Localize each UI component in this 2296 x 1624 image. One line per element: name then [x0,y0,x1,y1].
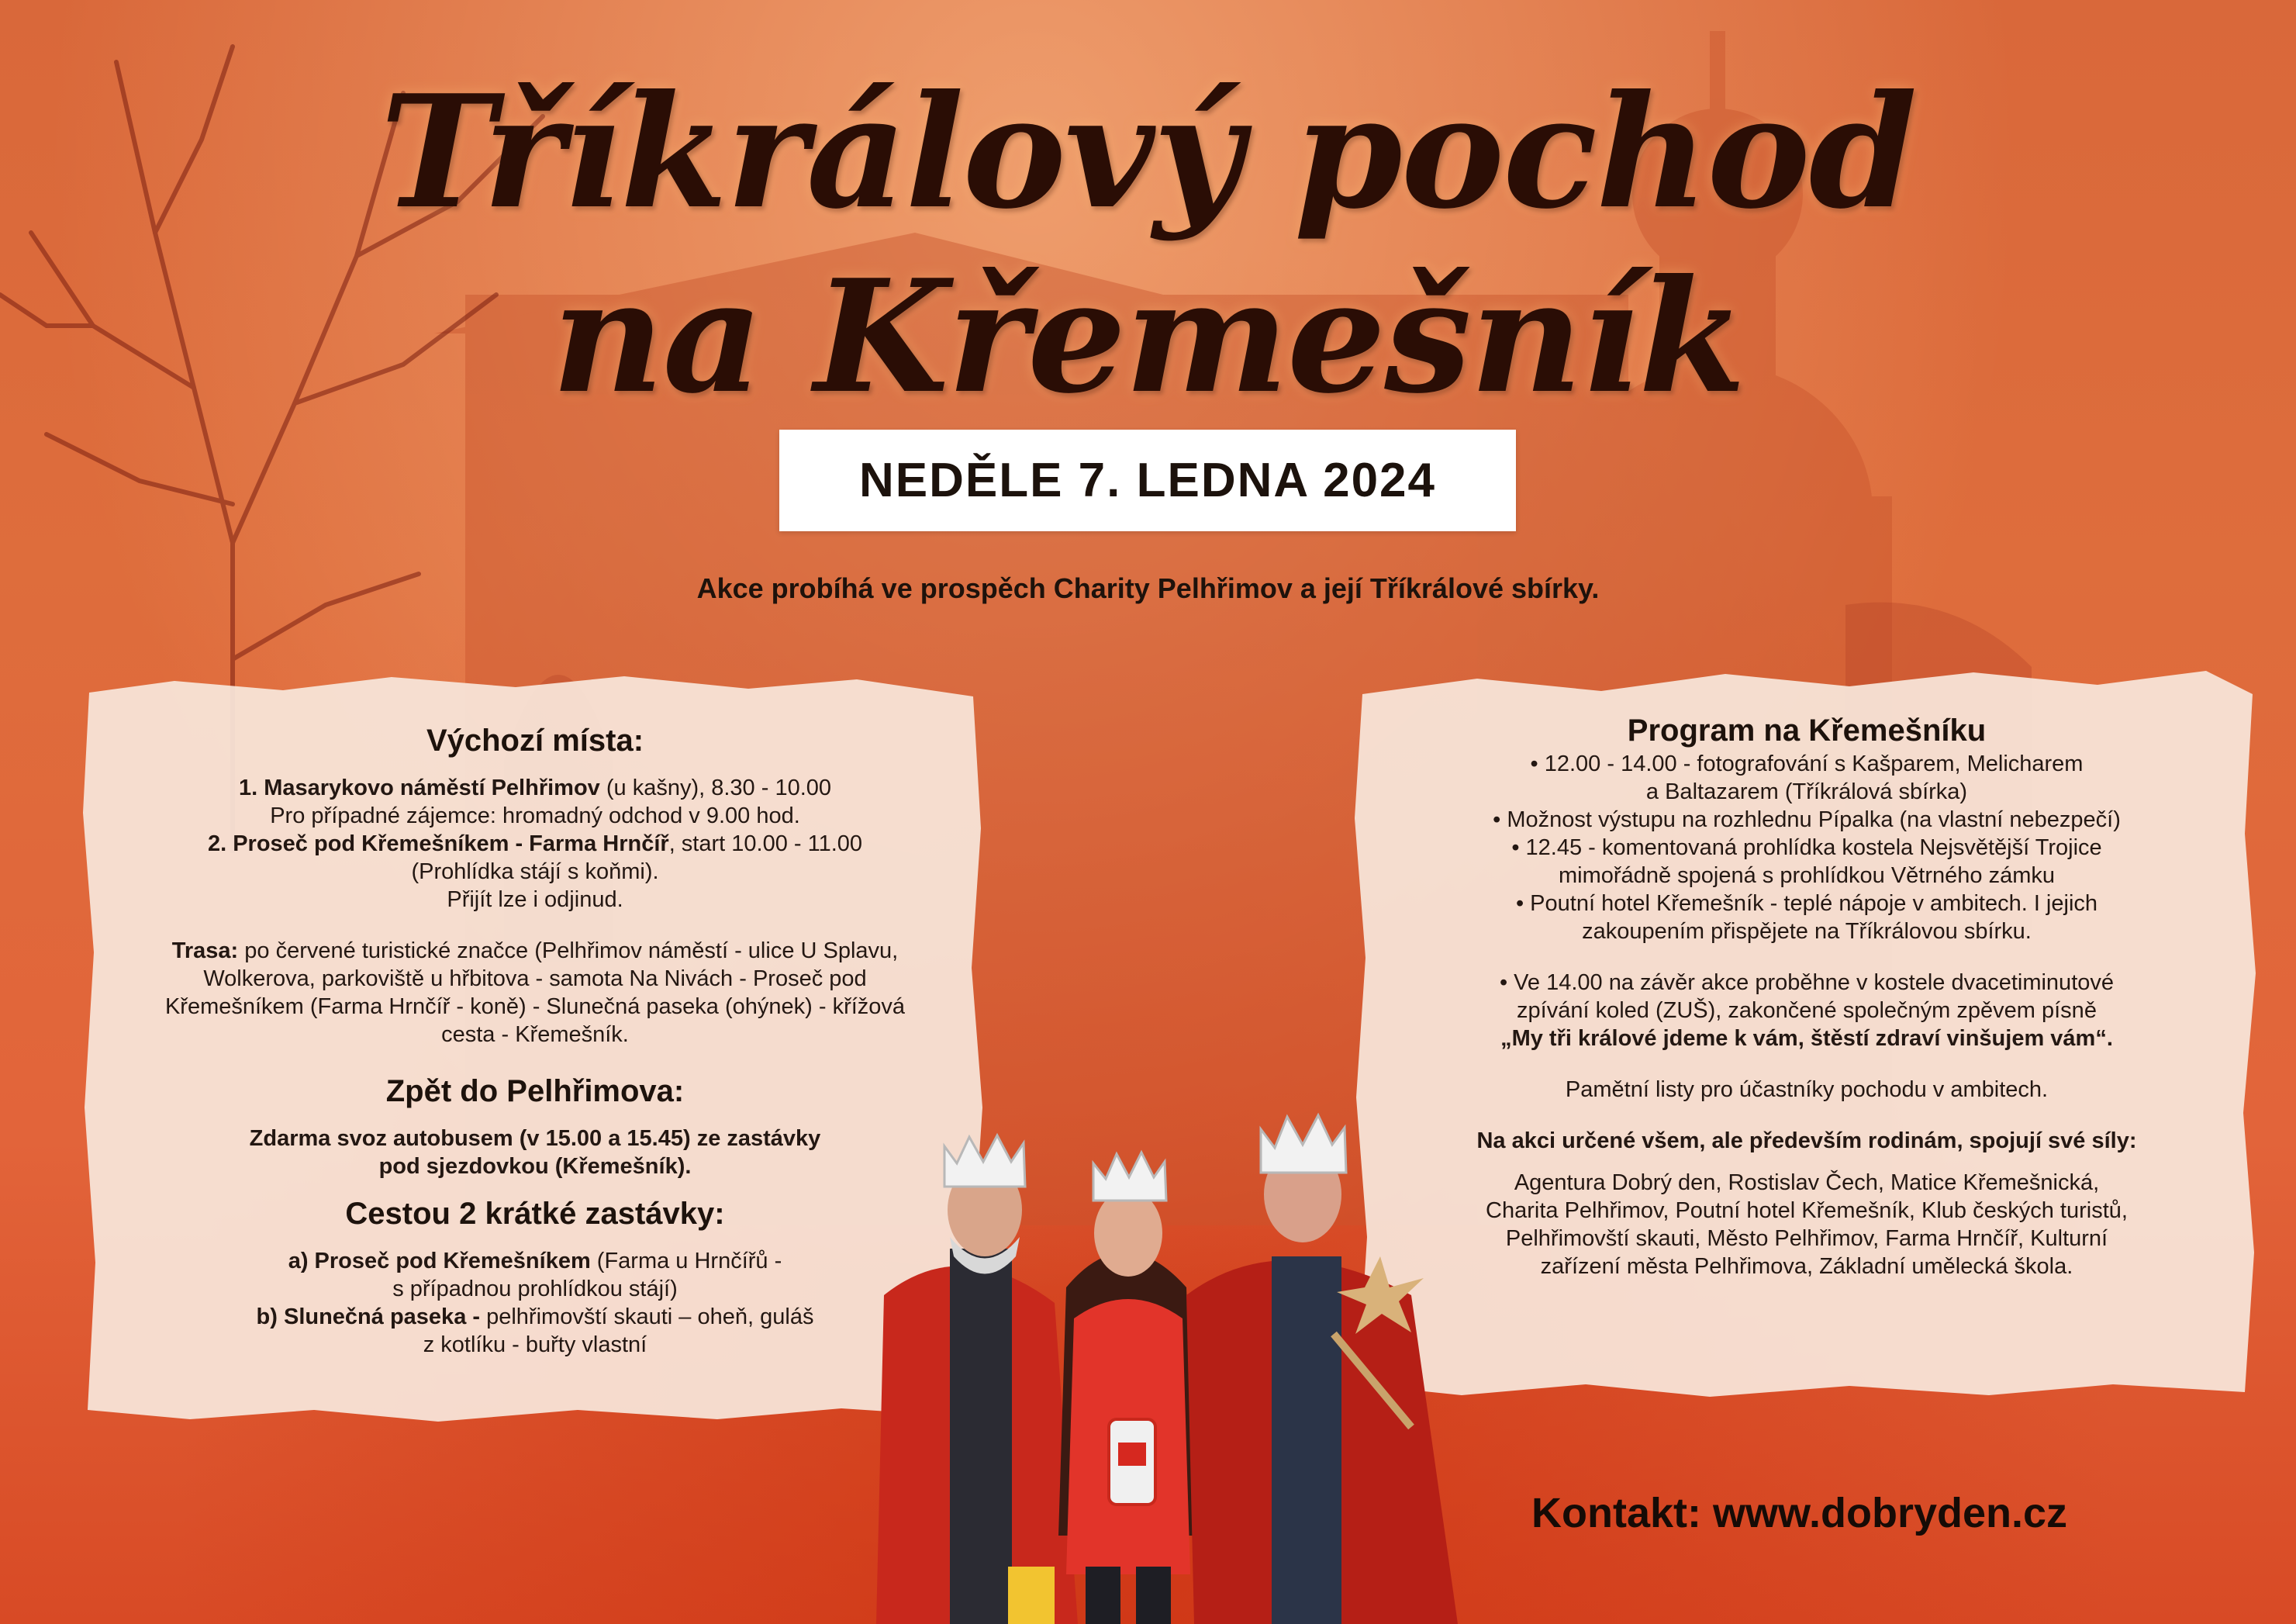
program-item-1-line-2: a Baltazarem (Tříkrálová sbírka) [1645,779,1968,804]
poster-title-line-2: na Křemešník [551,246,1745,428]
return-bus-line-1: Zdarma svoz autobusem (v 15.00 a 15.45) ze zastávky [249,1126,821,1151]
start-point-2: 2. Proseč pod Křemešníkem - Farma Hrnčíř, start 10.00 - 11.00 [207,831,863,856]
start-point-2-note: (Prohlídka stájí s koňmi). [411,859,659,884]
return-bus-line-2: pod sjezdovkou (Křemešník). [378,1154,692,1179]
start-points-heading: Výchozí místa: [426,724,644,758]
woman-center [1058,1152,1194,1624]
program-item-3-line-1: • 12.45 - komentovaná prohlídka kostela Nejsvětější Trojice [1511,835,2102,860]
king-right [1186,1115,1458,1624]
event-purpose: Akce probíhá ve prospěch Charity Pelhřimov a její Tříkrálové sbírky. [696,572,1600,604]
start-points-content [136,721,934,1359]
start-point-other: Přijít lze i odjinud. [447,887,623,912]
stop-b: b) Slunečná paseka - pelhřimovští skauti – oheň, guláš [256,1304,814,1329]
partners-line-1: Agentura Dobrý den, Rostislav Čech, Matice Křemešnická, [1514,1170,2100,1195]
stop-a-line-2: s případnou prohlídkou stájí) [392,1277,678,1301]
poster-title-line-1: Tříkrálový pochod [380,61,1916,244]
partners-line-3: Pelhřimovští skauti, Město Pelhřimov, Farma Hrnčíř, Kulturní [1505,1226,2108,1251]
route-description: Trasa: po červené turistické značce (Pelhřimov náměstí - ulice U Splavu, Wolkerova, parkoviště u hřbitova - samota Na Nivách - Proseč pod Křemešníkem (Farma Hrnčíř - koně) - Slunečná paseka (ohýnek) - křížová cesta - Křemešník. [164,938,906,1047]
start-point-1-note: Pro případné zájemce: hromadný odchod v 9.00 hod. [270,803,800,828]
program-heading: Program na Křemešníku [1627,714,1987,748]
program-item-2: • Možnost výstupu na rozhlednu Pípalka (na vlastní nebezpečí) [1493,807,2121,832]
stop-a: a) Proseč pod Křemešníkem (Farma u Hrnčířů - [288,1249,782,1273]
stop-b-line-2: z kotlíku - buřty vlastní [423,1332,647,1357]
start-point-1: 1. Masarykovo náměstí Pelhřimov (u kašny), 8.30 - 10.00 [238,776,832,800]
stops-heading: Cestou 2 krátké zastávky: [345,1197,725,1231]
three-kings-photo [868,1101,1512,1624]
king-left [876,1135,1078,1624]
event-date: NEDĚLE 7. LEDNA 2024 [858,454,1437,507]
program-item-4-line-2: zakoupením přispějete na Tříkrálovou sbírku. [1582,919,2032,944]
date-banner [779,430,1516,531]
program-item-4-line-1: • Poutní hotel Křemešník - teplé nápoje v ambitech. I jejich [1515,891,2098,916]
program-content [1396,711,2218,1280]
program-item-5-line-2: zpívání koled (ZUŠ), zakončené společným zpěvem písně [1517,998,2097,1023]
program-item-5-line-1: • Ve 14.00 na závěr akce proběhne v kostele dvacetiminutové [1499,970,2115,995]
partners-line-4: zařízení města Pelhřimova, Základní umělecká škola. [1540,1254,2073,1279]
start-points-panel [81,673,989,1425]
program-item-1-line-1: • 12.00 - 14.00 - fotografování s Kašparem, Melicharem [1530,752,2084,776]
contact-website: Kontakt: www.dobryden.cz [1531,1490,2068,1536]
partners-heading: Na akci určené všem, ale především rodinám, spojují své síly: [1476,1128,2137,1153]
return-heading: Zpět do Pelhřimova: [385,1074,685,1108]
program-item-5-song: „My tři králové jdeme k vám, štěstí zdraví vinšujem vám“. [1500,1026,2113,1051]
partners-line-2: Charita Pelhřimov, Poutní hotel Křemešník, Klub českých turistů, [1486,1198,2128,1223]
program-item-3-line-2: mimořádně spojená s prohlídkou Větrného zámku [1559,863,2055,888]
memorial-leaflets: Pamětní listy pro účastníky pochodu v ambitech. [1565,1077,2049,1102]
